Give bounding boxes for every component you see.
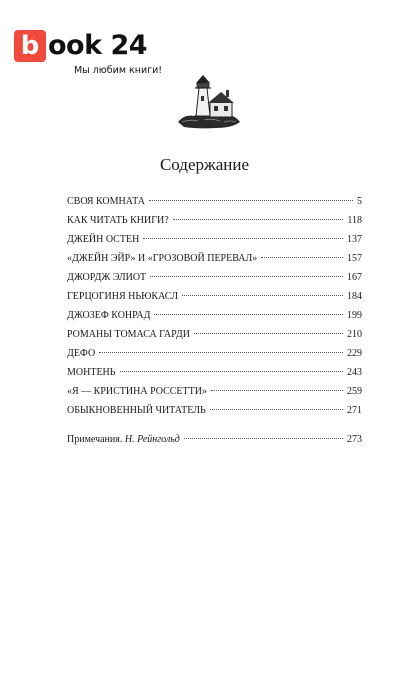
- toc-entry-label: ДЖОРДЖ ЭЛИОТ: [67, 272, 147, 283]
- table-of-contents: [67, 192, 362, 449]
- toc-entry[interactable]: [67, 325, 362, 344]
- toc-entry-page: 5: [357, 196, 362, 207]
- toc-entry-label: «ДЖЕЙН ЭЙР» И «ГРОЗОВОЙ ПЕРЕВАЛ»: [67, 253, 258, 264]
- toc-dot-leader: [261, 257, 343, 258]
- toc-entry[interactable]: [67, 401, 362, 420]
- toc-entry-label: РОМАНЫ ТОМАСА ГАРДИ: [67, 329, 190, 340]
- logo-letter-b: b: [14, 30, 46, 62]
- toc-entry-page: 199: [347, 310, 362, 321]
- toc-entry-label: ДЖЕЙН ОСТЕН: [67, 234, 140, 245]
- toc-entry[interactable]: [67, 382, 362, 401]
- toc-entry[interactable]: [67, 249, 362, 268]
- toc-entry-label: ОБЫКНОВЕННЫЙ ЧИТАТЕЛЬ: [67, 405, 206, 416]
- toc-entry-page: 167: [347, 272, 362, 283]
- toc-entry-label: «Я — КРИСТИНА РОССЕТТИ»: [67, 386, 207, 397]
- toc-entry[interactable]: [67, 344, 362, 363]
- toc-dot-leader: [154, 314, 343, 315]
- toc-dot-leader: [173, 219, 344, 220]
- toc-dot-leader: [184, 438, 343, 439]
- toc-entry-label: ДЕФО: [67, 348, 96, 359]
- notes-author: Н. Рейнгольд: [124, 434, 180, 445]
- toc-entry-page: 157: [347, 253, 362, 264]
- toc-entry[interactable]: [67, 230, 362, 249]
- toc-entry[interactable]: [67, 268, 362, 287]
- toc-dot-leader: [210, 409, 343, 410]
- toc-entry[interactable]: [67, 192, 362, 211]
- notes-label: Примечания.: [67, 434, 123, 445]
- toc-notes-label: [67, 430, 180, 449]
- toc-entry-page: 229: [347, 348, 362, 359]
- toc-dot-leader: [211, 390, 343, 391]
- toc-entry-page: 243: [347, 367, 362, 378]
- toc-entry-page: 137: [347, 234, 362, 245]
- toc-dot-leader: [99, 352, 343, 353]
- toc-entry-page: 210: [347, 329, 362, 340]
- toc-entry-page: 118: [347, 215, 362, 226]
- toc-entry[interactable]: [67, 287, 362, 306]
- logo-name: ook 24: [48, 30, 148, 61]
- toc-entry-label: ГЕРЦОГИНЯ НЬЮКАСЛ: [67, 291, 178, 302]
- toc-entry-label: ДЖОЗЕФ КОНРАД: [67, 310, 151, 321]
- toc-title: Содержание: [159, 155, 250, 174]
- toc-entry-page: 271: [347, 405, 362, 416]
- logo-tagline: Мы любим книги!: [74, 65, 163, 76]
- toc-entry-page: 184: [347, 291, 362, 302]
- toc-entry-label: КАК ЧИТАТЬ КНИГИ?: [67, 215, 169, 226]
- toc-dot-leader: [120, 371, 343, 372]
- toc-entry-notes[interactable]: [67, 430, 362, 449]
- toc-entry[interactable]: [67, 306, 362, 325]
- lighthouse-illustration: [176, 70, 242, 134]
- book24-logo[interactable]: [14, 30, 163, 76]
- toc-entry-page: 259: [347, 386, 362, 397]
- toc-entry-page: 273: [347, 434, 362, 445]
- toc-entry-label: СВОЯ КОМНАТА: [67, 196, 145, 207]
- toc-dot-leader: [194, 333, 343, 334]
- toc-dot-leader: [143, 238, 343, 239]
- toc-entry[interactable]: [67, 211, 362, 230]
- toc-entry-label: МОНТЕНЬ: [67, 367, 116, 378]
- toc-dot-leader: [149, 200, 353, 201]
- toc-entry[interactable]: [67, 363, 362, 382]
- toc-dot-leader: [150, 276, 343, 277]
- toc-dot-leader: [182, 295, 343, 296]
